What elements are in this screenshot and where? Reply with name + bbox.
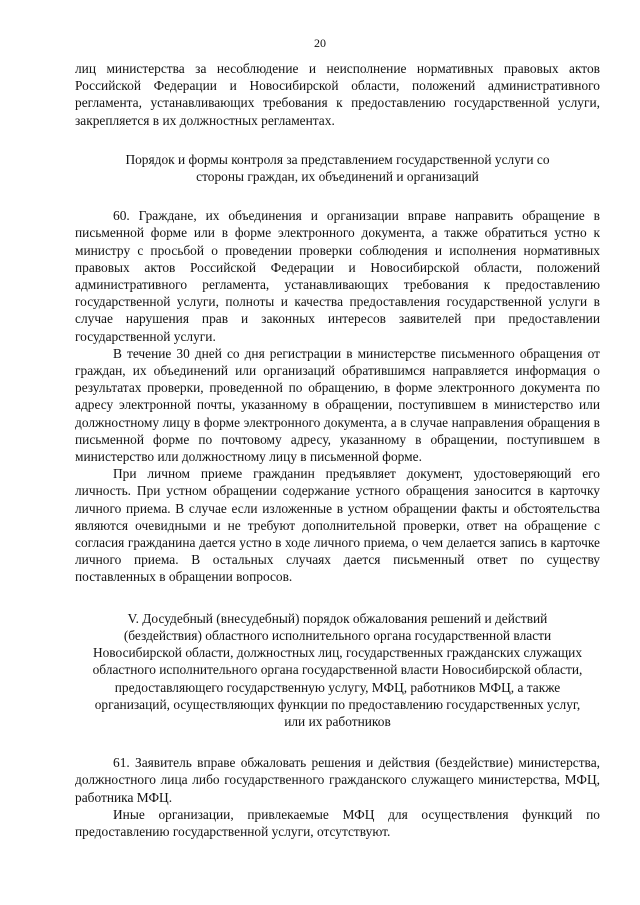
paragraph-61: 61. Заявитель вправе обжаловать решения и действия (бездействие) министерства, должностного лица либо государственного гражданского служащего министерства, МФЦ, работника МФЦ. xyxy=(75,755,600,805)
page-content xyxy=(75,60,600,840)
section-heading-control: Порядок и формы контроля за представлением государственной услуги со стороны граждан, их объединений и организаций xyxy=(125,151,550,185)
paragraph-other-organizations: Иные организации, привлекаемые МФЦ для осуществления функций по предоставлению государственной услуги, отсутствуют. xyxy=(75,806,600,839)
paragraph-60: 60. Граждане, их объединения и организации вправе направить обращение в письменной форме или в форме электронного документа, а также обратиться устно к министру с просьбой о проведении проверки соблюдения и исполнения нормативных правовых актов Российской Федерации и Новосибирской области, положений административного регламента, устанавливающих требования к предоставлению государственной услуги, полноты и качества предоставления государственной услуги в случае нарушения прав и законных интересов заявителей при предоставлении государственной услуги. xyxy=(75,208,600,344)
section-heading-pretrial-appeal: V. Досудебный (внесудебный) порядок обжалования решений и действий (бездействия) областного исполнительного органа государственной власти Новосибирской области, должностных лиц, государственных гражданских служащих областного исполнительного органа государственной власти Новосибирской области, предоставляющего государственную услугу, МФЦ, работников МФЦ, а также организаций, осуществляющих функции по предоставлению государственных услуг, или их работников xyxy=(92,610,583,729)
paragraph-personal-reception: При личном приеме гражданин предъявляет документ, удостоверяющий его личность. При устном обращении содержание устного обращения заносится в карточку личного приема. В случае если изложенные в устном обращении факты и обстоятельства являются очевидными и не требуют дополнительной проверки, ответ на обращение с согласия гражданина дается устно в ходе личного приема, о чем делается запись в карточке личного приема. В остальных случаях дается письменный ответ по существу поставленных в обращении вопросов. xyxy=(75,466,600,585)
paragraph-30-days: В течение 30 дней со дня регистрации в министерстве письменного обращения от граждан, их объединений или организаций обратившимся направляется информация о результатах проверки, проведенной по обращению, в форме электронного документа по адресу электронной почты, указанному в обращении, поступившем в министерство или должностному лицу в форме электронного документа, а в случае направления обращения в письменной форме по почтовому адресу, указанному в обращении, поступившем в министерство или должностному лицу в письменной форме. xyxy=(75,345,600,465)
intro-paragraph: лиц министерства за несоблюдение и неисполнение нормативных правовых актов Российской Федерации и Новосибирской области, положений административного регламента, устанавливающих требования к предоставлению государственной услуги, закрепляется в их должностных регламентах. xyxy=(75,61,600,128)
page-number: 20 xyxy=(314,36,326,50)
